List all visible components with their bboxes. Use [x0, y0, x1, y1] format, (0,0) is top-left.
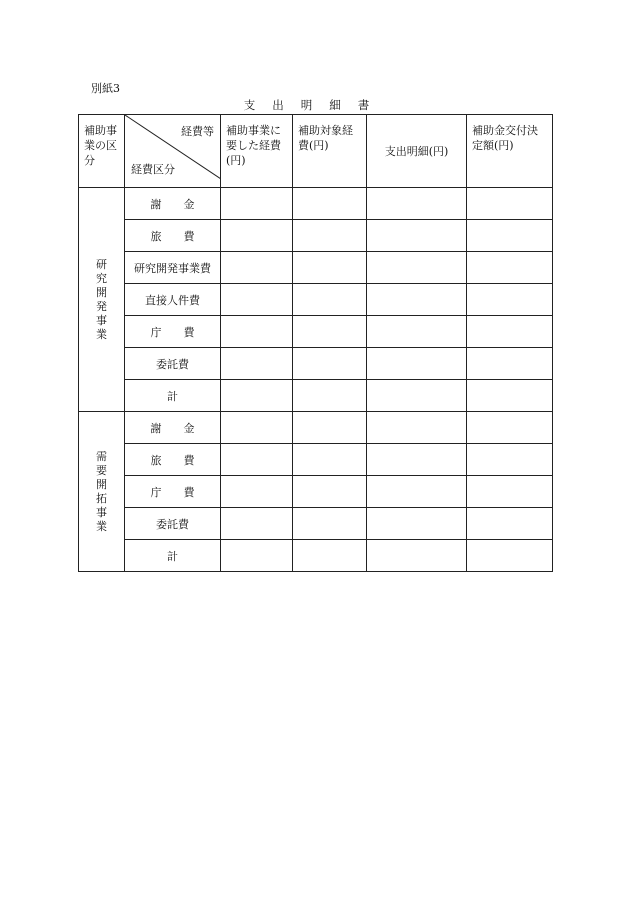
amount-cell[interactable]: [221, 540, 293, 572]
amount-cell[interactable]: [293, 188, 367, 220]
cost-item-label: 旅 費: [125, 444, 221, 476]
header-cost-category: 経費区分: [131, 163, 175, 176]
header-expense-details: 支出明細(円): [367, 115, 467, 188]
table-row: [79, 188, 553, 220]
amount-cell[interactable]: [293, 220, 367, 252]
amount-cell[interactable]: [293, 540, 367, 572]
header-diagonal-cell: [125, 115, 221, 188]
business-category-label: 研究開発事業: [96, 257, 107, 341]
cost-item-label: 庁 費: [125, 476, 221, 508]
amount-cell[interactable]: [467, 188, 553, 220]
amount-cell[interactable]: [293, 476, 367, 508]
amount-cell[interactable]: [221, 316, 293, 348]
amount-cell[interactable]: [467, 476, 553, 508]
table-row: [79, 508, 553, 540]
table-row: [79, 380, 553, 412]
amount-cell[interactable]: [467, 412, 553, 444]
table-row: [79, 316, 553, 348]
amount-cell[interactable]: [367, 284, 467, 316]
amount-cell[interactable]: [221, 252, 293, 284]
cost-item-label: 庁 費: [125, 316, 221, 348]
amount-cell[interactable]: [293, 444, 367, 476]
amount-cell[interactable]: [293, 252, 367, 284]
amount-cell[interactable]: [221, 412, 293, 444]
cost-item-label: 委託費: [125, 508, 221, 540]
amount-cell[interactable]: [367, 348, 467, 380]
header-grant-amount: 補助金交付決定額(円): [467, 115, 553, 188]
amount-cell[interactable]: [467, 348, 553, 380]
amount-cell[interactable]: [221, 188, 293, 220]
amount-cell[interactable]: [367, 540, 467, 572]
table-row: [79, 540, 553, 572]
amount-cell[interactable]: [367, 380, 467, 412]
amount-cell[interactable]: [467, 316, 553, 348]
header-expenses-incurred: 補助事業に要した経費(円): [221, 115, 293, 188]
amount-cell[interactable]: [221, 220, 293, 252]
table-row: [79, 348, 553, 380]
amount-cell[interactable]: [293, 316, 367, 348]
header-eligible-expenses: 補助対象経費(円): [293, 115, 367, 188]
header-cost-type: 経費等: [181, 125, 214, 138]
amount-cell[interactable]: [367, 316, 467, 348]
table-row: [79, 220, 553, 252]
cost-item-label: 計: [125, 540, 221, 572]
table-row: [79, 412, 553, 444]
amount-cell[interactable]: [467, 284, 553, 316]
amount-cell[interactable]: [367, 476, 467, 508]
amount-cell[interactable]: [467, 508, 553, 540]
cost-item-label: 直接人件費: [125, 284, 221, 316]
business-category: [79, 188, 125, 412]
business-category: [79, 412, 125, 572]
amount-cell[interactable]: [467, 220, 553, 252]
amount-cell[interactable]: [221, 284, 293, 316]
amount-cell[interactable]: [367, 444, 467, 476]
amount-cell[interactable]: [467, 540, 553, 572]
amount-cell[interactable]: [221, 380, 293, 412]
business-category-label: 需要開拓事業: [96, 449, 107, 533]
table-row: [79, 444, 553, 476]
expense-table: [78, 114, 553, 572]
table-row: [79, 284, 553, 316]
amount-cell[interactable]: [467, 444, 553, 476]
amount-cell[interactable]: [367, 220, 467, 252]
amount-cell[interactable]: [467, 252, 553, 284]
header-row: [79, 115, 553, 188]
amount-cell[interactable]: [221, 508, 293, 540]
table-row: [79, 252, 553, 284]
amount-cell[interactable]: [221, 348, 293, 380]
table-row: [79, 476, 553, 508]
amount-cell[interactable]: [221, 476, 293, 508]
amount-cell[interactable]: [293, 508, 367, 540]
amount-cell[interactable]: [293, 284, 367, 316]
amount-cell[interactable]: [367, 188, 467, 220]
amount-cell[interactable]: [293, 412, 367, 444]
amount-cell[interactable]: [367, 412, 467, 444]
amount-cell[interactable]: [221, 444, 293, 476]
amount-cell[interactable]: [367, 508, 467, 540]
cost-item-label: 研究開発事業費: [125, 252, 221, 284]
cost-item-label: 計: [125, 380, 221, 412]
cost-item-label: 謝 金: [125, 412, 221, 444]
cost-item-label: 謝 金: [125, 188, 221, 220]
amount-cell[interactable]: [367, 252, 467, 284]
amount-cell[interactable]: [467, 380, 553, 412]
page-title: 支出明細書: [243, 98, 387, 112]
annex-label: 別紙3: [91, 82, 120, 95]
amount-cell[interactable]: [293, 348, 367, 380]
cost-item-label: 委託費: [125, 348, 221, 380]
amount-cell[interactable]: [293, 380, 367, 412]
cost-item-label: 旅 費: [125, 220, 221, 252]
header-category: 補助事業の区分: [79, 115, 125, 188]
